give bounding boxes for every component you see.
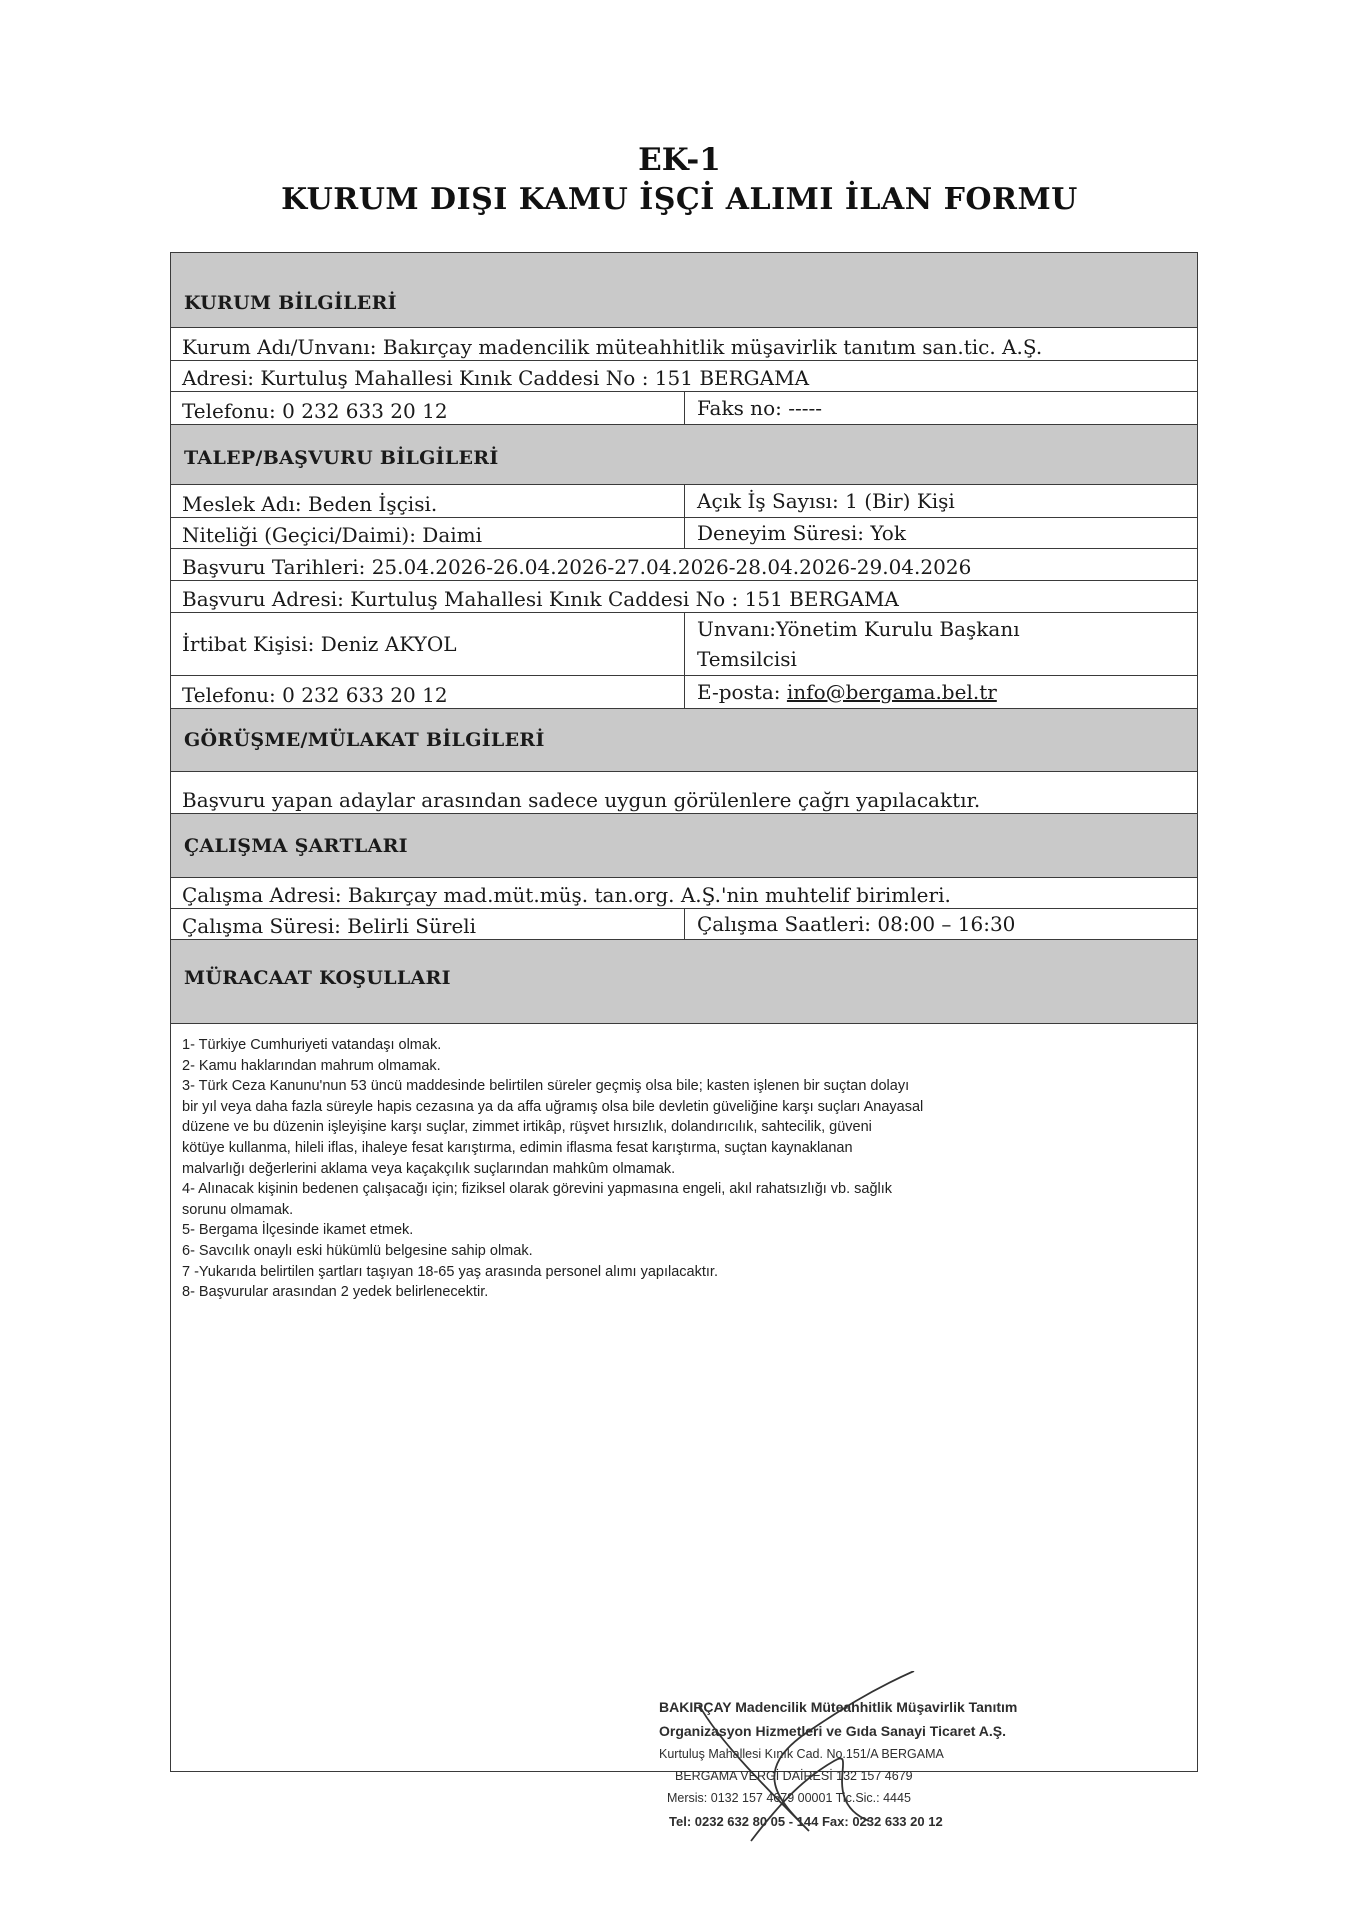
stamp-line-2: Organizasyon Hizmetleri ve Gıda Sanayi Ticaret A.Ş. xyxy=(659,1723,1007,1739)
muracaat-line: 1- Türkiye Cumhuriyeti vatandaşı olmak. xyxy=(182,1037,442,1053)
kurum-adi: Kurum Adı/Unvanı: Bakırçay madencilik müteahhitlik müşavirlik tanıtım san.tic. A.Ş. xyxy=(182,335,1043,359)
muracaat-line: 5- Bergama İlçesinde ikamet etmek. xyxy=(182,1222,414,1239)
unvan-cell xyxy=(684,613,1199,675)
tarihler-row xyxy=(171,549,1197,581)
telefon-faks-row xyxy=(171,392,1197,425)
section-header-kurum: KURUM BİLGİLERİ xyxy=(171,253,1197,328)
basvuru-tarihleri: Başvuru Tarihleri: 25.04.2026-26.04.2026-27.04.2026-28.04.2026-29.04.2026 xyxy=(182,555,972,579)
adres-row xyxy=(171,361,1197,392)
basvuru-adresi-row xyxy=(171,581,1197,613)
unvan-line-2: Temsilcisi xyxy=(697,646,797,671)
irtibat-kisisi: İrtibat Kişisi: Deniz AKYOL xyxy=(182,631,457,656)
muracaat-line: bir yıl veya daha fazla süreyle hapis cezasına ya da affa uğramış olsa bile devletin güveliğine karşı suçları Anayasal xyxy=(182,1098,924,1115)
nitelik-row xyxy=(171,518,1197,549)
signature-icon xyxy=(659,1671,1039,1861)
niteligi: Niteliği (Geçici/Daimi): Daimi xyxy=(182,523,482,547)
stamp-line-4: BERGAMA VERGİ DAİRESİ 132 157 4679 xyxy=(675,1769,913,1783)
stamp-line-1: BAKIRÇAY Madencilik Müteahhitlik Müşavirlik Tanıtım xyxy=(659,1699,1018,1715)
muracaat-line: 7 -Yukarıda belirtilen şartları taşıyan 18-65 yaş arasında personel alımı yapılacaktır. xyxy=(182,1263,718,1280)
muracaat-line: 4- Alınacak kişinin bedenen çalışacağı için; fiziksel olarak görevini yapmasına engeli, akıl rahatsızlığı vb. sağlık xyxy=(182,1181,893,1198)
unvan-line-1: Unvanı:Yönetim Kurulu Başkanı xyxy=(697,616,1020,641)
section-header-muracaat: MÜRACAAT KOŞULLARI xyxy=(171,940,1197,1024)
eposta-link[interactable]: info@bergama.bel.tr xyxy=(786,679,997,704)
muracaat-line: kötüye kullanma, hileli iflas, ihaleye fesat karıştırma, edimin iflasma fesat karıştırma, suçtan kaynaklanan xyxy=(182,1139,853,1156)
muracaat-line: 8- Başvurular arasından 2 yedek belirlenecektir. xyxy=(182,1284,489,1301)
calisma-saatleri: Çalışma Saatleri: 08:00 – 16:30 xyxy=(684,909,1199,939)
meslek-adi: Meslek Adı: Beden İşçisi. xyxy=(182,492,438,516)
muracaat-line: düzene ve bu düzenin işleyişine karşı suçlar, zimmet irtikâp, rüşvet hırsızlık, dolandırıcılık, sahtecilik, güveni xyxy=(182,1119,872,1136)
calisma-adresi-row xyxy=(171,878,1197,909)
muracaat-line: 6- Savcılık onaylı eski hükümlü belgesine sahip olmak. xyxy=(182,1242,533,1259)
muracaat-line: 3- Türk Ceza Kanunu'nun 53 üncü maddesinde belirtilen süreler geçmiş olsa bile; kasten işlenen bir suçtan dolayı xyxy=(182,1078,910,1095)
muracaat-line: sorunu olmamak. xyxy=(182,1201,294,1218)
section-header-gorusme: GÖRÜŞME/MÜLAKAT BİLGİLERİ xyxy=(171,709,1197,772)
irtibat-row xyxy=(171,613,1197,676)
muracaat-line: malvarlığı değerlerini aklama veya kaçakçılık suçlarından mahkûm olmamak. xyxy=(182,1160,676,1177)
gorusme-text: Başvuru yapan adaylar arasından sadece uygun görülenlere çağrı yapılacaktır. xyxy=(182,788,981,812)
form-frame xyxy=(170,252,1198,1829)
kurum-faks: Faks no: ----- xyxy=(684,392,1199,424)
document-code: EK-1 xyxy=(638,142,721,178)
section-header-calisma: ÇALIŞMA ŞARTLARI xyxy=(171,814,1197,878)
telefon-eposta-row xyxy=(171,676,1197,709)
stamp-line-6: Tel: 0232 632 80 05 - 144 Fax: 0232 633 20 12 xyxy=(669,1814,943,1829)
eposta-cell xyxy=(684,676,1199,708)
gorusme-row xyxy=(171,772,1197,814)
deneyim-suresi: Deneyim Süresi: Yok xyxy=(684,518,1199,548)
kurum-telefon: Telefonu: 0 232 633 20 12 xyxy=(182,399,448,423)
muracaat-list xyxy=(182,1035,1187,1303)
kurum-adi-row xyxy=(171,328,1197,361)
kurum-adres: Adresi: Kurtuluş Mahallesi Kınık Caddesi No : 151 BERGAMA xyxy=(182,366,810,390)
calisma-adresi: Çalışma Adresi: Bakırçay mad.müt.müş. tan.org. A.Ş.'nin muhtelif birimleri. xyxy=(182,883,951,907)
eposta-label: E-posta: xyxy=(697,679,787,704)
calisma-sure-row xyxy=(171,909,1197,940)
acik-is-sayisi: Açık İş Sayısı: 1 (Bir) Kişi xyxy=(684,485,1199,517)
basvuru-adresi: Başvuru Adresi: Kurtuluş Mahallesi Kınık Caddesi No : 151 BERGAMA xyxy=(182,587,899,611)
muracaat-line: 2- Kamu haklarından mahrum olmamak. xyxy=(182,1057,441,1074)
stamp-line-5: Mersis: 0132 157 4679 00001 Tic.Sic.: 4445 xyxy=(667,1791,911,1805)
stamp-line-3: Kurtuluş Mahallesi Kınık Cad. No.151/A BERGAMA xyxy=(659,1747,944,1761)
section-header-talep: TALEP/BAŞVURU BİLGİLERİ xyxy=(171,425,1197,485)
meslek-row xyxy=(171,485,1197,518)
form-title: KURUM DIŞI KAMU İŞÇİ ALIMI İLAN FORMU xyxy=(281,182,1078,217)
company-stamp xyxy=(659,1671,1039,1861)
calisma-suresi: Çalışma Süresi: Belirli Süreli xyxy=(182,914,477,938)
talep-telefon: Telefonu: 0 232 633 20 12 xyxy=(182,683,448,707)
